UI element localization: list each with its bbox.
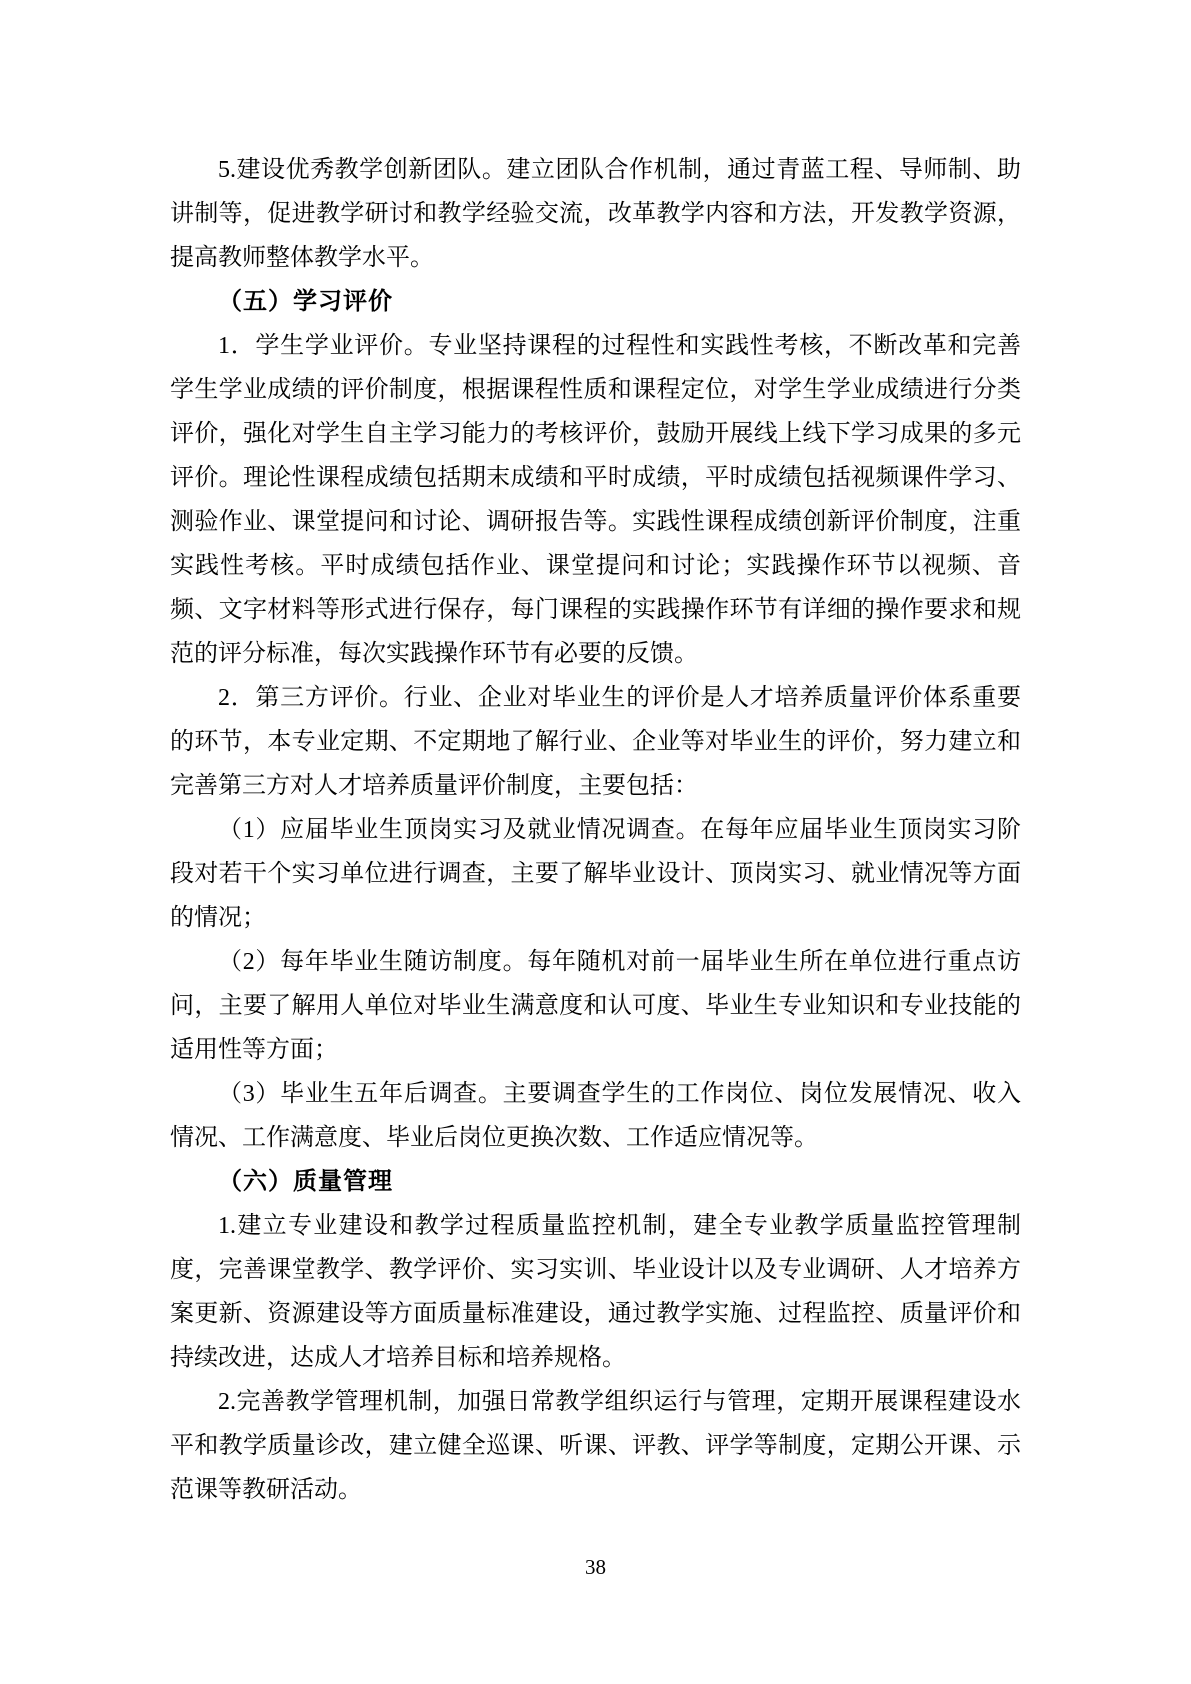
paragraph: （3）毕业生五年后调查。主要调查学生的工作岗位、岗位发展情况、收入情况、工作满意度、毕业后岗位更换次数、工作适应情况等。 [170,1081,1021,1151]
section-heading-6: （六）质量管理 [218,1168,393,1195]
page-number: 38 [585,1555,606,1579]
paragraph: （1）应届毕业生顶岗实习及就业情况调查。在每年应届毕业生顶岗实习阶段对若干个实习单位进行调查，主要了解毕业设计、顶岗实习、就业情况等方面的情况； [170,817,1021,931]
paragraph: 1.建立专业建设和教学过程质量监控机制，建全专业教学质量监控管理制度，完善课堂教学、教学评价、实习实训、毕业设计以及专业调研、人才培养方案更新、资源建设等方面质量标准建设，通过教学实施、过程监控、质量评价和持续改进，达成人才培养目标和培养规格。 [170,1213,1021,1371]
paragraph: 5.建设优秀教学创新团队。建立团队合作机制，通过青蓝工程、导师制、助讲制等，促进教学研讨和教学经验交流，改革教学内容和方法，开发教学资源，提高教师整体教学水平。 [170,157,1021,271]
paragraph: 2.完善教学管理机制，加强日常教学组织运行与管理，定期开展课程建设水平和教学质量诊改，建立健全巡课、听课、评教、评学等制度，定期公开课、示范课等教研活动。 [170,1389,1021,1503]
page-content [170,148,1021,1512]
paragraph: 1．学生学业评价。专业坚持课程的过程性和实践性考核，不断改革和完善学生学业成绩的评价制度，根据课程性质和课程定位，对学生学业成绩进行分类评价，强化对学生自主学习能力的考核评价，鼓励开展线上线下学习成果的多元评价。理论性课程成绩包括期末成绩和平时成绩，平时成绩包括视频课件学习、测验作业、课堂提问和讨论、调研报告等。实践性课程成绩创新评价制度，注重实践性考核。平时成绩包括作业、课堂提问和讨论；实践操作环节以视频、音频、文字材料等形式进行保存，每门课程的实践操作环节有详细的操作要求和规范的评分标准，每次实践操作环节有必要的反馈。 [170,333,1021,667]
paragraph: （2）每年毕业生随访制度。每年随机对前一届毕业生所在单位进行重点访问，主要了解用人单位对毕业生满意度和认可度、毕业生专业知识和专业技能的适用性等方面； [170,949,1021,1063]
section-heading-5: （五）学习评价 [218,288,393,315]
paragraph: 2．第三方评价。行业、企业对毕业生的评价是人才培养质量评价体系重要的环节，本专业定期、不定期地了解行业、企业等对毕业生的评价，努力建立和完善第三方对人才培养质量评价制度，主要包括： [170,685,1021,799]
